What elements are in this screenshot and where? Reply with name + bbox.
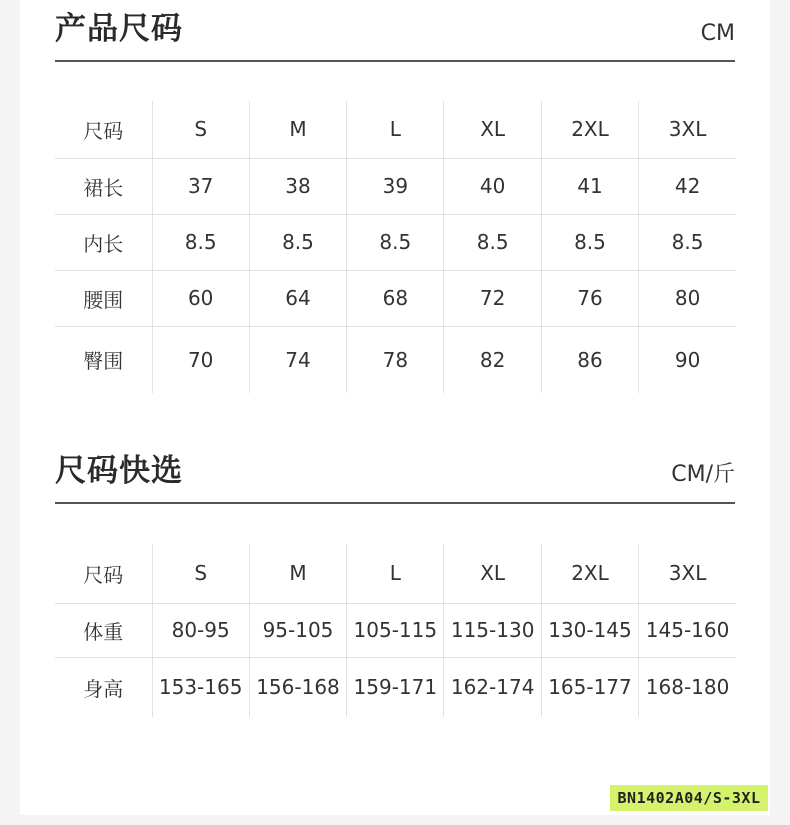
product-size-unit: CM [700, 21, 735, 46]
table-cell: 76 [541, 270, 638, 326]
table-cell: 82 [444, 326, 541, 393]
header-cell-label: 尺码 [55, 544, 152, 603]
table-cell: 8.5 [541, 214, 638, 270]
table-cell: 78 [347, 326, 444, 393]
row-label-skirt-length: 裙长 [55, 158, 152, 214]
table-cell: 165-177 [541, 657, 638, 717]
table-row [55, 603, 736, 657]
quick-select-header [55, 442, 735, 504]
sku-badge: BN1402A04/S-3XL [610, 785, 768, 811]
row-label-weight: 体重 [55, 603, 152, 657]
product-size-table [55, 101, 736, 393]
header-cell-l: L [347, 101, 444, 158]
table-header-row [55, 101, 736, 158]
table-row [55, 657, 736, 717]
header-cell-m: M [249, 101, 346, 158]
header-cell-m: M [249, 544, 346, 603]
header-cell-xl: XL [444, 544, 541, 603]
table-cell: 70 [152, 326, 249, 393]
table-cell: 8.5 [152, 214, 249, 270]
table-cell: 37 [152, 158, 249, 214]
table-cell: 8.5 [639, 214, 736, 270]
header-cell-xl: XL [444, 101, 541, 158]
table-cell: 80-95 [152, 603, 249, 657]
table-cell: 159-171 [347, 657, 444, 717]
table-cell: 168-180 [645, 675, 730, 700]
table-cell: 38 [249, 158, 346, 214]
quick-select-title: 尺码快选 [55, 453, 183, 489]
header-cell-s: S [152, 101, 249, 158]
table-cell: 8.5 [249, 214, 346, 270]
table-cell: 80 [639, 270, 736, 326]
table-cell: 72 [444, 270, 541, 326]
table-cell: 95-105 [249, 603, 346, 657]
quick-select-table [55, 544, 736, 717]
header-cell-3xl: 3XL [639, 101, 736, 158]
table-cell: 156-168 [249, 657, 346, 717]
header-cell-label: 尺码 [55, 101, 152, 158]
product-size-title: 产品尺码 [55, 11, 183, 47]
header-cell-2xl: 2XL [541, 101, 638, 158]
table-cell: 74 [249, 326, 346, 393]
table-cell: 162-174 [444, 657, 541, 717]
table-cell: 42 [639, 158, 736, 214]
table-cell: 41 [541, 158, 638, 214]
table-cell: 90 [674, 347, 701, 372]
table-cell: 60 [152, 270, 249, 326]
table-cell: 86 [541, 326, 638, 393]
table-cell: 153-165 [152, 657, 249, 717]
table-header-row [55, 544, 736, 603]
table-cell: 40 [444, 158, 541, 214]
table-cell: 39 [347, 158, 444, 214]
row-label-height: 身高 [55, 657, 152, 717]
table-cell: 8.5 [444, 214, 541, 270]
table-row [55, 158, 736, 214]
quick-select-unit: CM/斤 [671, 462, 735, 487]
table-row [55, 326, 736, 393]
table-row [55, 214, 736, 270]
header-cell-s: S [152, 544, 249, 603]
product-size-header [55, 0, 735, 62]
table-cell: 145-160 [639, 603, 736, 657]
table-cell: 68 [347, 270, 444, 326]
size-chart-page [20, 0, 770, 815]
table-cell: 105-115 [347, 603, 444, 657]
table-cell: 64 [249, 270, 346, 326]
table-cell: 8.5 [347, 214, 444, 270]
table-cell: 115-130 [444, 603, 541, 657]
row-label-inner-length: 内长 [55, 214, 152, 270]
header-cell-2xl: 2XL [541, 544, 638, 603]
row-label-hip: 臀围 [55, 326, 152, 393]
row-label-waist: 腰围 [55, 270, 152, 326]
table-cell: 130-145 [541, 603, 638, 657]
table-row [55, 270, 736, 326]
header-cell-3xl: 3XL [639, 544, 736, 603]
header-cell-l: L [347, 544, 444, 603]
